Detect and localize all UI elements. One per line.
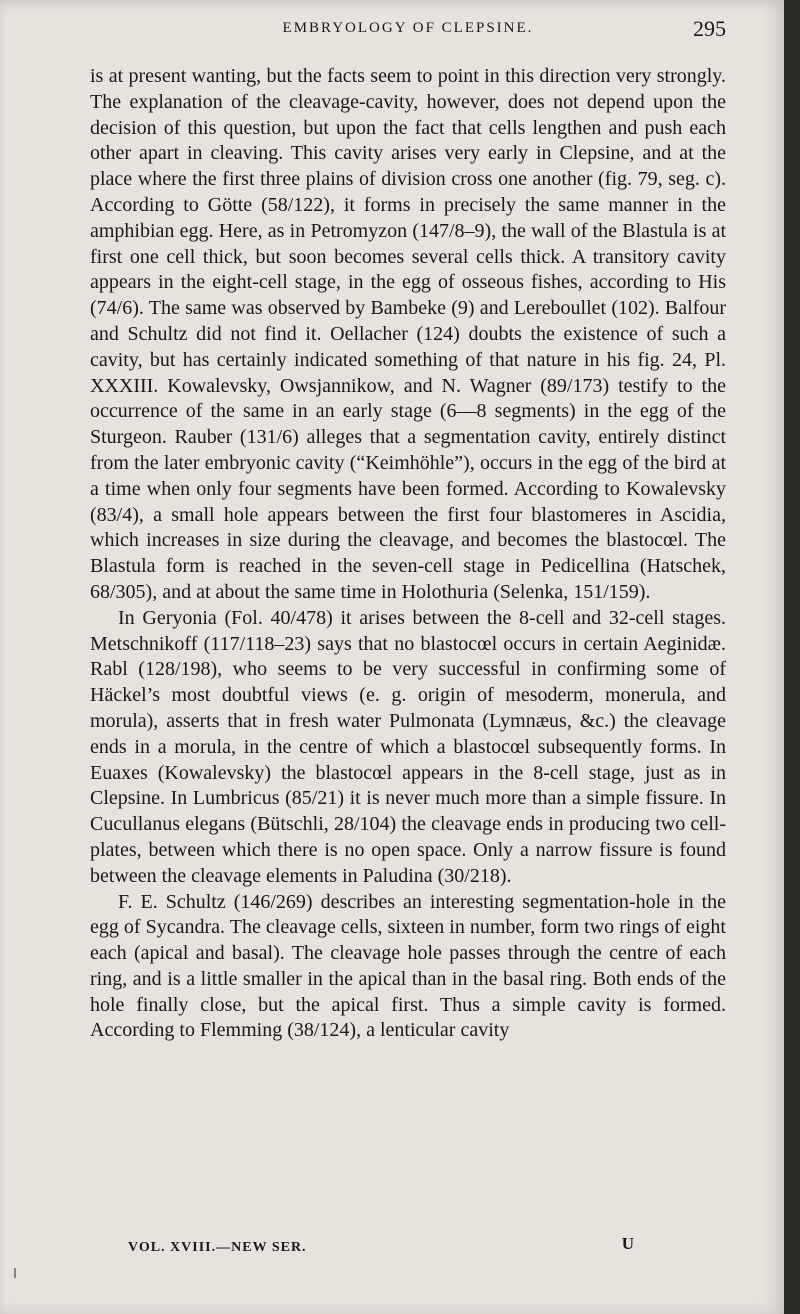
body-text <box>90 64 726 1044</box>
signature-mark: U <box>621 1234 634 1253</box>
running-title: EMBRYOLOGY OF CLEPSINE. <box>282 20 534 36</box>
page-footer <box>128 1234 634 1260</box>
paragraph-geryonia: In Geryonia (Fol. 40/478) it arises between the 8-cell and 32-cell stages. Metschnikoff (117/118–23) says that no blastocœl occurs in certain Aeginidæ. Rabl (128/198), who seems to be very successful in confirming some of Häckel’s most doubtful views (e. g. origin of mesoderm, monerula, and morula), asserts that in fresh water Pulmonata (Lymnæus, &c.) the cleavage ends in a morula, in the centre of which a blastocœl subsequently forms. In Euaxes (Kowalevsky) the blastocœl appears in the 8-cell stage, just as in Clepsine. In Lumbricus (85/21) it is never much more than a simple fissure. In Cucullanus elegans (Bütschli, 28/104) the cleavage ends in producing two cell-plates, between which there is no open space. Only a narrow fissure is found between the cleavage elements in Paludina (30/218). <box>90 606 726 887</box>
paragraph-schultz: F. E. Schultz (146/269) describes an interesting segmentation-hole in the egg of Sycandra. The cleavage cells, sixteen in number, form two rings of eight each (apical and basal). The cleavage hole passes through the centre of each ring, and is a little smaller in the apical than in the basal ring. Both ends of the hole finally close, but the apical first. Thus a simple cavity is formed. According to Flemming (38/124), a lenticular cavity <box>90 890 726 1042</box>
paragraph-continued: is at present wanting, but the facts seem to point in this direction very strongly. The explanation of the cleavage-cavity, however, does not depend upon the decision of this question, but upon the fact that cells lengthen and push each other apart in cleaving. This cavity arises very early in Clepsine, and at the place where the first three plains of division cross one another (fig. 79, seg. c). According to Götte (58/122), it forms in precisely the same manner in the amphibian egg. Here, as in Petromyzon (147/8–9), the wall of the Blastula is at first one cell thick, but soon becomes several cells thick. A transitory cavity appears in the eight-cell stage, in the egg of osseous fishes, according to His (74/6). The same was observed by Bambeke (9) and Lereboullet (102). Balfour and Schultz did not find it. Oellacher (124) doubts the existence of such a cavity, but has certainly indicated something of that nature in his fig. 24, Pl. XXXIII. Kowalevsky, Owsjannikow, and N. Wagner (89/173) testify to the occurrence of the same in an early stage (6—8 segments) in the egg of the Sturgeon. Rauber (131/6) alleges that a segmentation cavity, entirely distinct from the later embryonic cavity (“Keimhöhle”), occurs in the egg of the bird at a time when only four segments have been formed. According to Kowalevsky (83/4), a small hole appears between the first four blastomeres in Ascidia, which increases in size during the cleavage, and becomes the blastocœl. The Blastula form is reached in the seven-cell stage in Pedicellina (Hatschek, 68/305), and at about the same time in Holothuria (Selenka, 151/159). <box>90 65 726 603</box>
volume-note: VOL. XVIII.—NEW SER. <box>128 1240 307 1255</box>
page-number: 295 <box>693 16 726 41</box>
page-header <box>90 16 726 48</box>
page-edge-mark <box>14 1268 16 1278</box>
